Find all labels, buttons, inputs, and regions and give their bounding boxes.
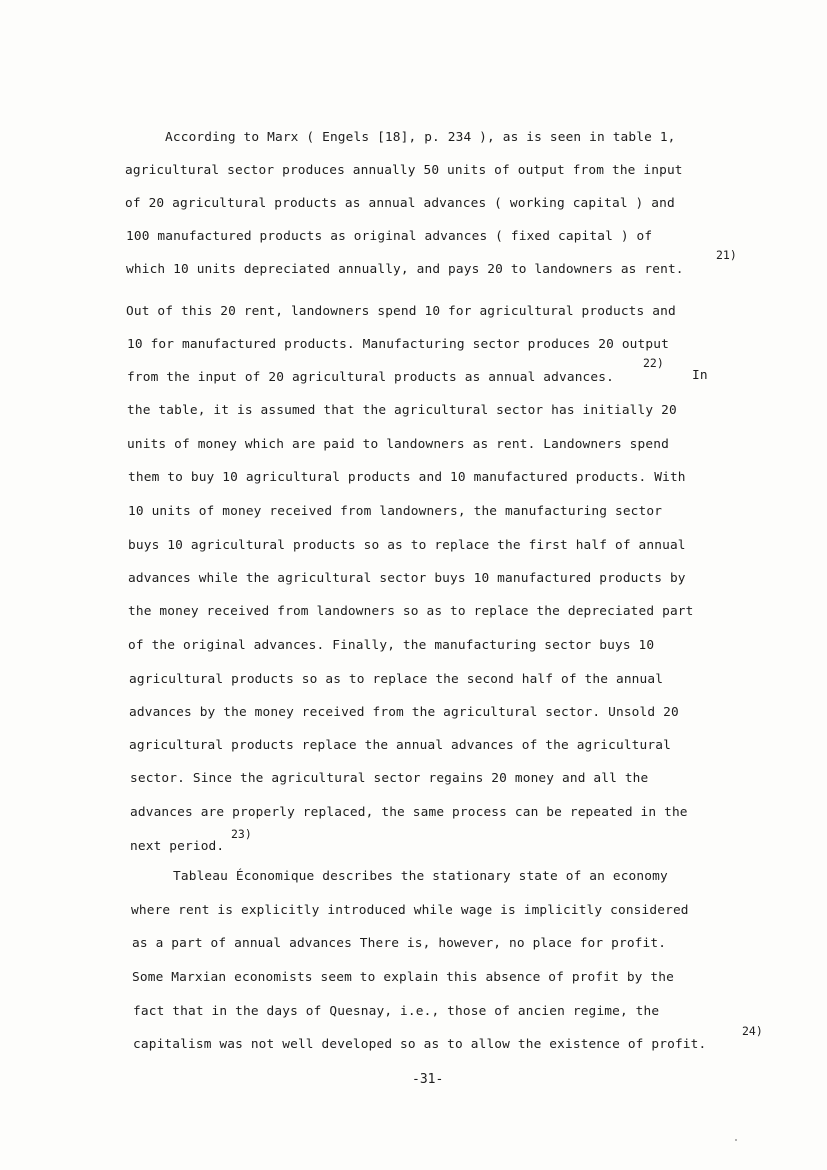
- text-line: next period.: [130, 839, 225, 854]
- text-line: 100 manufactured products as original advances ( fixed capital ) of: [126, 229, 653, 244]
- text-line: advances are properly replaced, the same process can be repeated in the: [130, 805, 688, 820]
- text-line: the money received from landowners so as to replace the depreciated part: [128, 604, 694, 619]
- text-line: from the input of 20 agricultural products as annual advances.: [127, 370, 614, 385]
- text-line: of 20 agricultural products as annual advances ( working capital ) and: [125, 196, 675, 211]
- footnote-marker: 22): [643, 356, 664, 370]
- text-line: Some Marxian economists seem to explain this absence of profit by the: [132, 970, 674, 985]
- text-line: fact that in the days of Quesnay, i.e., those of ancien regime, the: [133, 1004, 660, 1019]
- text-line: 10 units of money received from landowners, the manufacturing sector: [128, 504, 663, 519]
- text-line: which 10 units depreciated annually, and pays 20 to landowners as rent.: [126, 262, 684, 277]
- text-line: the table, it is assumed that the agricultural sector has initially 20: [127, 403, 677, 418]
- page-number: -31-: [412, 1072, 444, 1087]
- text-line: According to Marx ( Engels [18], p. 234 ), as is seen in table 1,: [165, 130, 676, 145]
- text-line: buys 10 agricultural products so as to replace the first half of annual: [128, 538, 686, 553]
- text-line: advances while the agricultural sector buys 10 manufactured products by: [128, 571, 686, 586]
- text-line: capitalism was not well developed so as to allow the existence of profit.: [133, 1037, 707, 1052]
- text-line: In: [692, 368, 708, 383]
- footnote-marker: 21): [716, 248, 737, 262]
- text-line: agricultural products so as to replace the second half of the annual: [129, 672, 664, 687]
- text-line: them to buy 10 agricultural products and 10 manufactured products. With: [128, 470, 686, 485]
- text-line: where rent is explicitly introduced while wage is implicitly considered: [131, 903, 689, 918]
- text-line: advances by the money received from the agricultural sector. Unsold 20: [129, 705, 679, 720]
- text-line: units of money which are paid to landowners as rent. Landowners spend: [127, 437, 669, 452]
- footnote-marker: 24): [742, 1024, 763, 1038]
- text-line: as a part of annual advances There is, however, no place for profit.: [132, 936, 667, 951]
- text-line: agricultural products replace the annual advances of the agricultural: [129, 738, 671, 753]
- text-line: Out of this 20 rent, landowners spend 10 for agricultural products and: [126, 304, 676, 319]
- text-line: 10 for manufactured products. Manufacturing sector produces 20 output: [127, 337, 669, 352]
- scan-speck: [735, 1139, 737, 1141]
- text-line: of the original advances. Finally, the manufacturing sector buys 10: [128, 638, 655, 653]
- footnote-marker: 23): [231, 827, 252, 841]
- text-line: Tableau Économique describes the stationary state of an economy: [173, 869, 668, 884]
- text-line: sector. Since the agricultural sector regains 20 money and all the: [130, 771, 649, 786]
- text-line: agricultural sector produces annually 50 units of output from the input: [125, 163, 683, 178]
